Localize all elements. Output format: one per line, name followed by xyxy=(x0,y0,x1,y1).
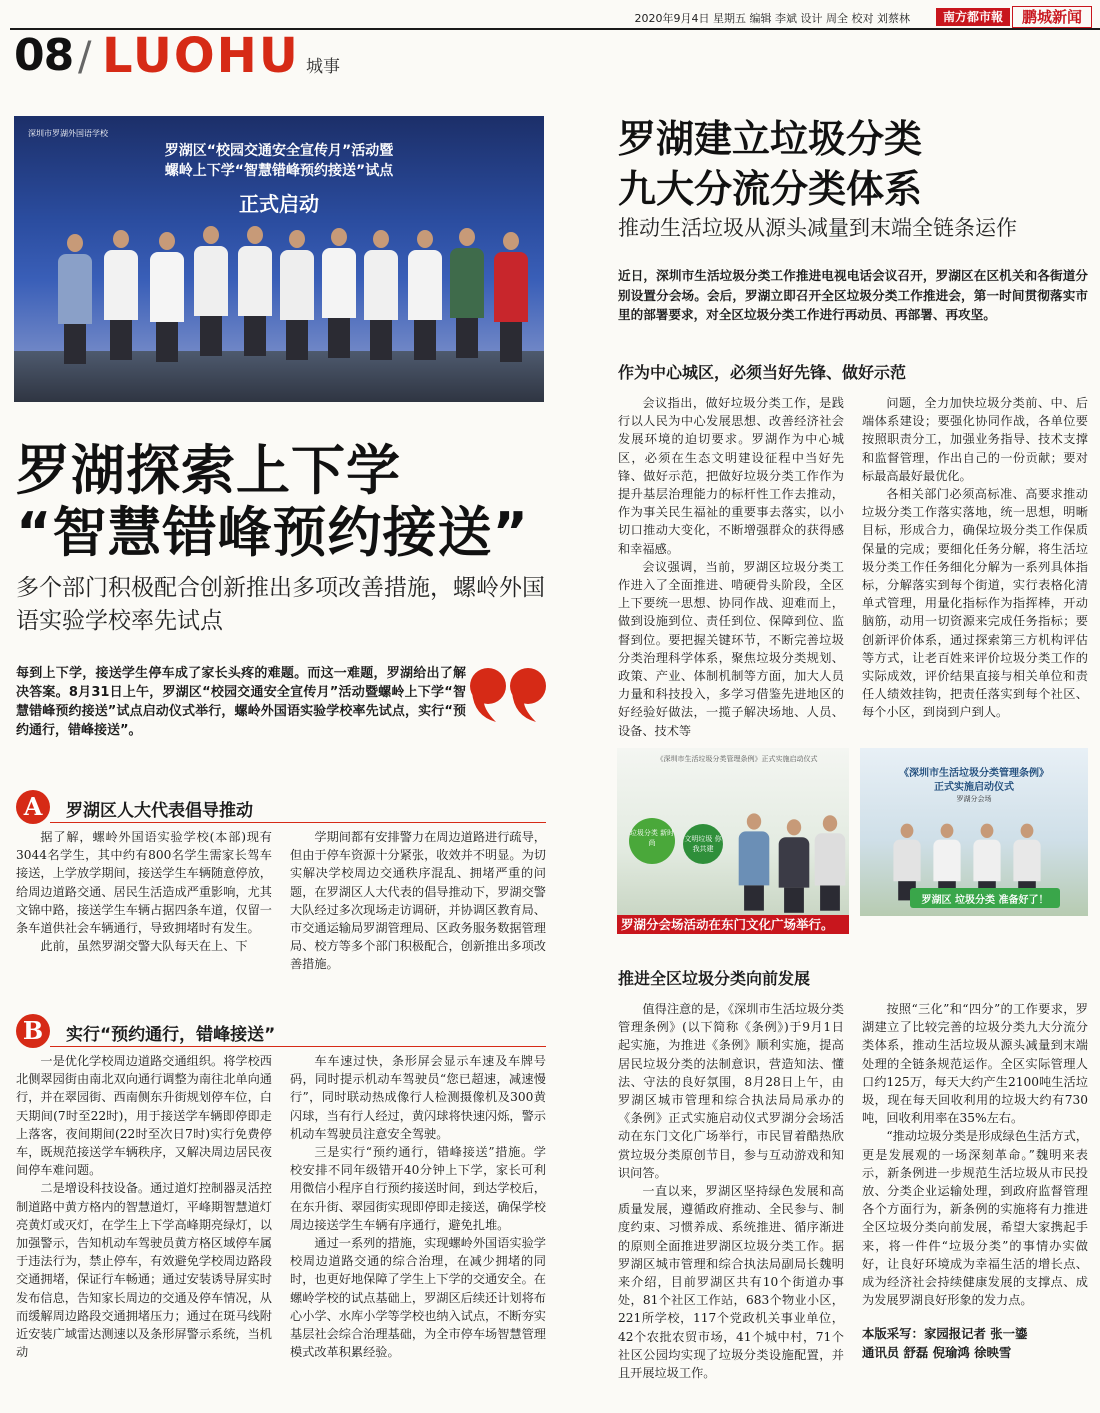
byline xyxy=(862,1324,1092,1362)
event-photo-right xyxy=(860,748,1088,916)
paragraph: 问题，全力加快垃圾分类前、中、后端体系建设；要强化协同作战，各单位要按照职责分工，加强业务指导、技术支撑和监督管理，作出自己的一份贡献；要对标最高最好最优化。 xyxy=(862,396,1088,483)
paragraph: 通过一系列的措施，实现螺岭外国语实验学校周边道路交通的综合治理，在减少拥堵的同时，也更好地保障了学生上下学的交通安全。在螺岭学校的试点基础上，罗湖区后续还计划将布心小学、水库小学等学校也纳入试点，不断夯实基层社会综合治理基础，为全市停车场智慧管理模式改革积累经验。 xyxy=(290,1236,546,1360)
section-badge: A xyxy=(16,790,50,824)
paragraph: 一是优化学校周边道路交通组织。将学校西北侧翠园街由南北双向通行调整为南往北单向通行，并在翠园街、西南侧东升街规划停车位，白天期间(7时至22时)，用于接送学车辆即停即走上落客，夜间期间(22时至次日7时)实行免费停车，既规范接送学车辆秩序，又解决周边居民夜间停车难问题。 xyxy=(16,1054,272,1178)
paragraph: 一直以来，罗湖区坚持绿色发展和高质量发展，遵循政府推动、全民参与、制度约束、习惯养成、系统推进、循序渐进的原则全面推进罗湖区垃圾分类工作。据罗湖区城市管理和综合执法局副局长魏明来介绍，目前罗湖区共有10个街道办事处，81个社区工作站，683个物业小区，221所学校，117个党政机关事业单位，42个农批农贸市场，41个城中村，71个社区公园均实现了垃圾分类设施配置，并且开展垃圾工作。 xyxy=(618,1184,844,1381)
headline-line-1: 罗湖建立垃圾分类 xyxy=(618,117,923,161)
paragraph: 三是实行“预约通行，错峰接送”措施。学校安排不同年级错开40分钟上下学，家长可利用微信小程序自行预约接送时间，到达学校后，在东升街、翠园街实现即停即走接送，确保学校周边接送学生车辆有序通行，避免扎堆。 xyxy=(290,1145,546,1232)
sign-text: 文明垃圾 你我共建 xyxy=(684,835,722,853)
article-column xyxy=(290,828,546,972)
paragraph: “推动垃圾分类是形成绿色生活方式，更是发展观的一场深刻革命。”魏明来表示，新条例进一步规范生活垃圾从市民投放、分类企业运输处理，到政府监督管理各个方面行为，新条例的实施将有力推进全区垃圾分类向前发展，希望大家携起手来，将一件件“垃圾分类”的事情办实做好，让良好环境成为幸福生活的增长点、成为经济社会持续健康发展的支撑点、成为发展罗湖良好形象的发力点。 xyxy=(862,1129,1088,1308)
byline-reporter: 本版采写：家园报记者 张一鎏 xyxy=(862,1326,1028,1341)
section-badge: B xyxy=(16,1014,50,1048)
paragraph: 值得注意的是，《深圳市生活垃圾分类管理条例》(以下简称《条例》)于9月1日起实施，为推进《条例》顺利实施，提高居民垃圾分类的法制意识，营造知法、懂法、守法的良好氛围，8月28日上午，由罗湖区城市管理和综合执法局局承办的《条例》正式实施启动仪式罗湖分会场活动在东门文化广场举行，市民冒着酷热欣赏垃圾分类原创节目，参与互动游戏和知识问答。 xyxy=(618,1002,844,1180)
person-figure xyxy=(194,226,228,356)
paragraph: 各相关部门必须高标准、高要求推动垃圾分类工作落实落地，统一思想，明晰目标，形成合力，确保垃圾分类工作保质保量的完成；要细化任务分解，将生活垃圾分类工作任务细化分解为一系列具体指标，分解落实到每个街道，实行表格化清单式管理，用量化指标作为指挥棒，开动脑筋，动用一切资源来完成任务指标；要创新评价体系，通过探索第三方机构评估等方式，让老百姓来评价垃圾分类工作的实际成效，评价结果直接与相关单位和责任人绩效挂钩，把责任落实到每个社区、每个小区，到岗到户到人。 xyxy=(862,487,1088,720)
school-label: 深圳市罗湖外国语学校 xyxy=(28,129,108,138)
section-b-header xyxy=(16,1014,546,1048)
paragraph: 车车速过快，条形屏会显示车速及车牌号码，同时提示机动车驾驶员“您已超速，减速慢行”，同时联动热成像行人检测摄像机及300黄闪球，当有行人经过，黄闪球将快速闪烁，警示机动车驾驶员注意安全驾驶。 xyxy=(290,1054,546,1141)
board-caption: 《深圳市生活垃圾分类管理条例》正式实施启动仪式 xyxy=(656,755,818,763)
section-label: 实行“预约通行，错峰接送” xyxy=(66,1025,276,1045)
person-figure xyxy=(408,230,442,360)
person-figure xyxy=(280,230,314,360)
article-column xyxy=(862,1000,1088,1320)
article-column xyxy=(290,1052,546,1372)
paragraph: 学期间都有安排警力在周边道路进行疏导，但由于停车资源十分紧张，收效并不明显。为切实解决学校周边交通秩序混乱、拥堵严重的问题，在罗湖区人大代表的倡导推动下，罗湖交警大队经过多次现场走访调研，并协调区教育局、市交通运输局罗湖管理局、区政务服务数据管理局、校方等多个部门积极配合，创新推出多项改善措施。 xyxy=(290,830,546,972)
headline-line-2: 九大分流分类体系 xyxy=(618,167,923,211)
paragraph: 会议强调，当前，罗湖区垃圾分类工作进入了全面推进、啃硬骨头阶段，全区上下要统一思想、协同作战、迎难而上，做到设施到位、责任到位、保障到位、监督到位。要把握关键环节，不断完善垃圾分类治理科学体系，聚焦垃圾分类规划、政策、产业、体制机制等方面，加大人员力量和科技投入，多学习借鉴先进地区的好经验好做法，一揽子解决场地、人员、设备、技术等 xyxy=(618,559,844,738)
page-number: 08 xyxy=(14,30,74,81)
section-subtitle: 城事 xyxy=(306,57,340,77)
headline-line-1: 罗湖探索上下学 xyxy=(16,439,401,502)
person-figure xyxy=(58,234,92,364)
paragraph: 会议指出，做好垃圾分类工作，是践行以人民为中心发展思想、改善经济社会发展环境的迫切要求。罗湖作为中心城区，必须在生态文明建设征程中当好先锋、做好示范，把做好垃圾分类工作作为提升基层治理能力的标杆性工作去推动，作为事关民生福祉的重要事去落实，以小切口推动大变化，不断增强群众的获得感和幸福感。 xyxy=(618,396,844,556)
person-figure xyxy=(450,228,484,358)
article-column xyxy=(618,1000,844,1381)
byline-correspondents: 通讯员 舒磊 倪瑜鸿 徐映雪 xyxy=(862,1345,1012,1360)
banner-line-1: 罗湖区“校园交通安全宣传月”活动暨 xyxy=(164,143,394,159)
right-subheadline: 推动生活垃圾从源头减量到末端全链条运作 xyxy=(618,216,1017,240)
article-column xyxy=(16,1052,272,1372)
masthead-bar xyxy=(0,0,1100,30)
person-figure xyxy=(815,815,846,910)
section-rule xyxy=(50,822,546,823)
article-column xyxy=(16,828,272,968)
right-headline xyxy=(618,114,1088,214)
person-figure xyxy=(238,226,272,356)
person-figure xyxy=(779,819,810,913)
section-name: LUOHU xyxy=(102,28,300,84)
section-rule xyxy=(50,1046,546,1047)
right-lead-paragraph: 近日，深圳市生活垃圾分类工作推进电视电话会议召开，罗湖区在区机关和各街道分别设置分会场。会后，罗湖立即召开全区垃圾分类工作推进会，第一时间贯彻落实市里的部署要求，对全区垃圾分类工作进行再动员、再部署、再攻坚。 xyxy=(618,268,1088,322)
banner-line-2: 螺岭上下学“智慧错峰预约接送”试点 xyxy=(164,163,394,179)
article-column xyxy=(618,394,844,738)
main-subheadline: 多个部门积极配合创新推出多项改善措施，螺岭外国语实验学校率先试点 xyxy=(16,575,545,634)
person-figure xyxy=(364,230,398,360)
issue-meta: 2020年9月4日 星期五 编辑 李斌 设计 周全 校对 刘蔡林 xyxy=(634,12,910,25)
newspaper-logo: 南方都市報 xyxy=(936,8,1010,26)
person-figure xyxy=(739,813,770,910)
event-photo-left xyxy=(617,748,849,916)
banner-line-3: 正式启动 xyxy=(239,192,319,216)
photo-caption: 罗湖分会场活动在东门文化广场举行。 xyxy=(617,915,849,934)
board-title-2: 正式实施启动仪式 xyxy=(934,782,1014,793)
subhead-2: 推进全区垃圾分类向前发展 xyxy=(618,969,811,988)
slogan-text: 罗湖区 垃圾分类 准备好了！ xyxy=(921,895,1049,906)
event-photo xyxy=(14,116,544,402)
subhead-1: 作为中心城区，必须当好先锋、做好示范 xyxy=(618,363,907,382)
paragraph: 二是增设科技设备。通过道灯控制器灵活控制道路中黄方格内的智慧道灯，平峰期智慧道灯亮黄灯或灭灯，在学生上下学高峰期亮绿灯，以加强警示，告知机动车驾驶员黄方格区域停车属于违法行为，禁止停车，有效避免学校周边路段交通拥堵，保证行车畅通；通过安装诱导屏实时发布信息，告知家长周边的交通及停车情况，从而缓解周边路段交通拥堵压力；通过在斑马线附近安装广域雷达测速以及条形屏警示系统，当机动 xyxy=(16,1181,272,1360)
main-headline xyxy=(16,440,546,564)
stage-floor xyxy=(14,351,544,402)
edition-logo: 鹏城新闻 xyxy=(1012,6,1092,28)
board-sub: 罗湖分会场 xyxy=(956,795,992,803)
board-title: 《深圳市生活垃圾分类管理条例》 xyxy=(899,768,1049,779)
paragraph: 此前，虽然罗湖交警大队每天在上、下 xyxy=(40,939,248,954)
quote-mark-icon xyxy=(466,664,552,724)
paragraph: 据了解，螺岭外国语实验学校(本部)现有3044名学生，其中约有800名学生需家长驾车接送，上学放学期间，接送学生车辆随意停放，给周边道路交通、居民生活造成严重影响，尤其文锦中路，接送学生车辆占据四条车道，仅留一条车道供社会车辆通行，导致拥堵时有发生。 xyxy=(16,830,272,936)
section-label: 罗湖区人大代表倡导推动 xyxy=(66,801,253,821)
person-figure xyxy=(322,228,356,358)
sign-text: 垃圾分类 新时尚 xyxy=(629,829,675,847)
section-a-header xyxy=(16,790,546,824)
page-slash: / xyxy=(78,34,92,80)
person-figure xyxy=(150,232,184,362)
article-column xyxy=(862,394,1088,724)
person-figure xyxy=(104,230,138,360)
headline-line-2: “智慧错峰预约接送” xyxy=(16,501,529,564)
lead-paragraph: 每到上下学，接送学生停车成了家长头疼的难题。而这一难题，罗湖给出了解决答案。8月31日上午，罗湖区“校园交通安全宣传月”活动暨螺岭上下学“智慧错峰预约接送”试点启动仪式举行，螺岭外国语实验学校率先试点，实行“预约通行，错峰接送”。 xyxy=(16,666,466,738)
person-figure xyxy=(494,232,528,362)
paragraph: 按照“三化”和“四分”的工作要求，罗湖建立了比较完善的垃圾分类九大分流分类体系，推动生活垃圾从源头减量到末端处理的全链条规范运作。全区实际管理人口约125万，每天大约产生2100吨生活垃圾，现在每天回收利用的垃圾大约有730吨，回收利用率在35%左右。 xyxy=(862,1002,1088,1126)
